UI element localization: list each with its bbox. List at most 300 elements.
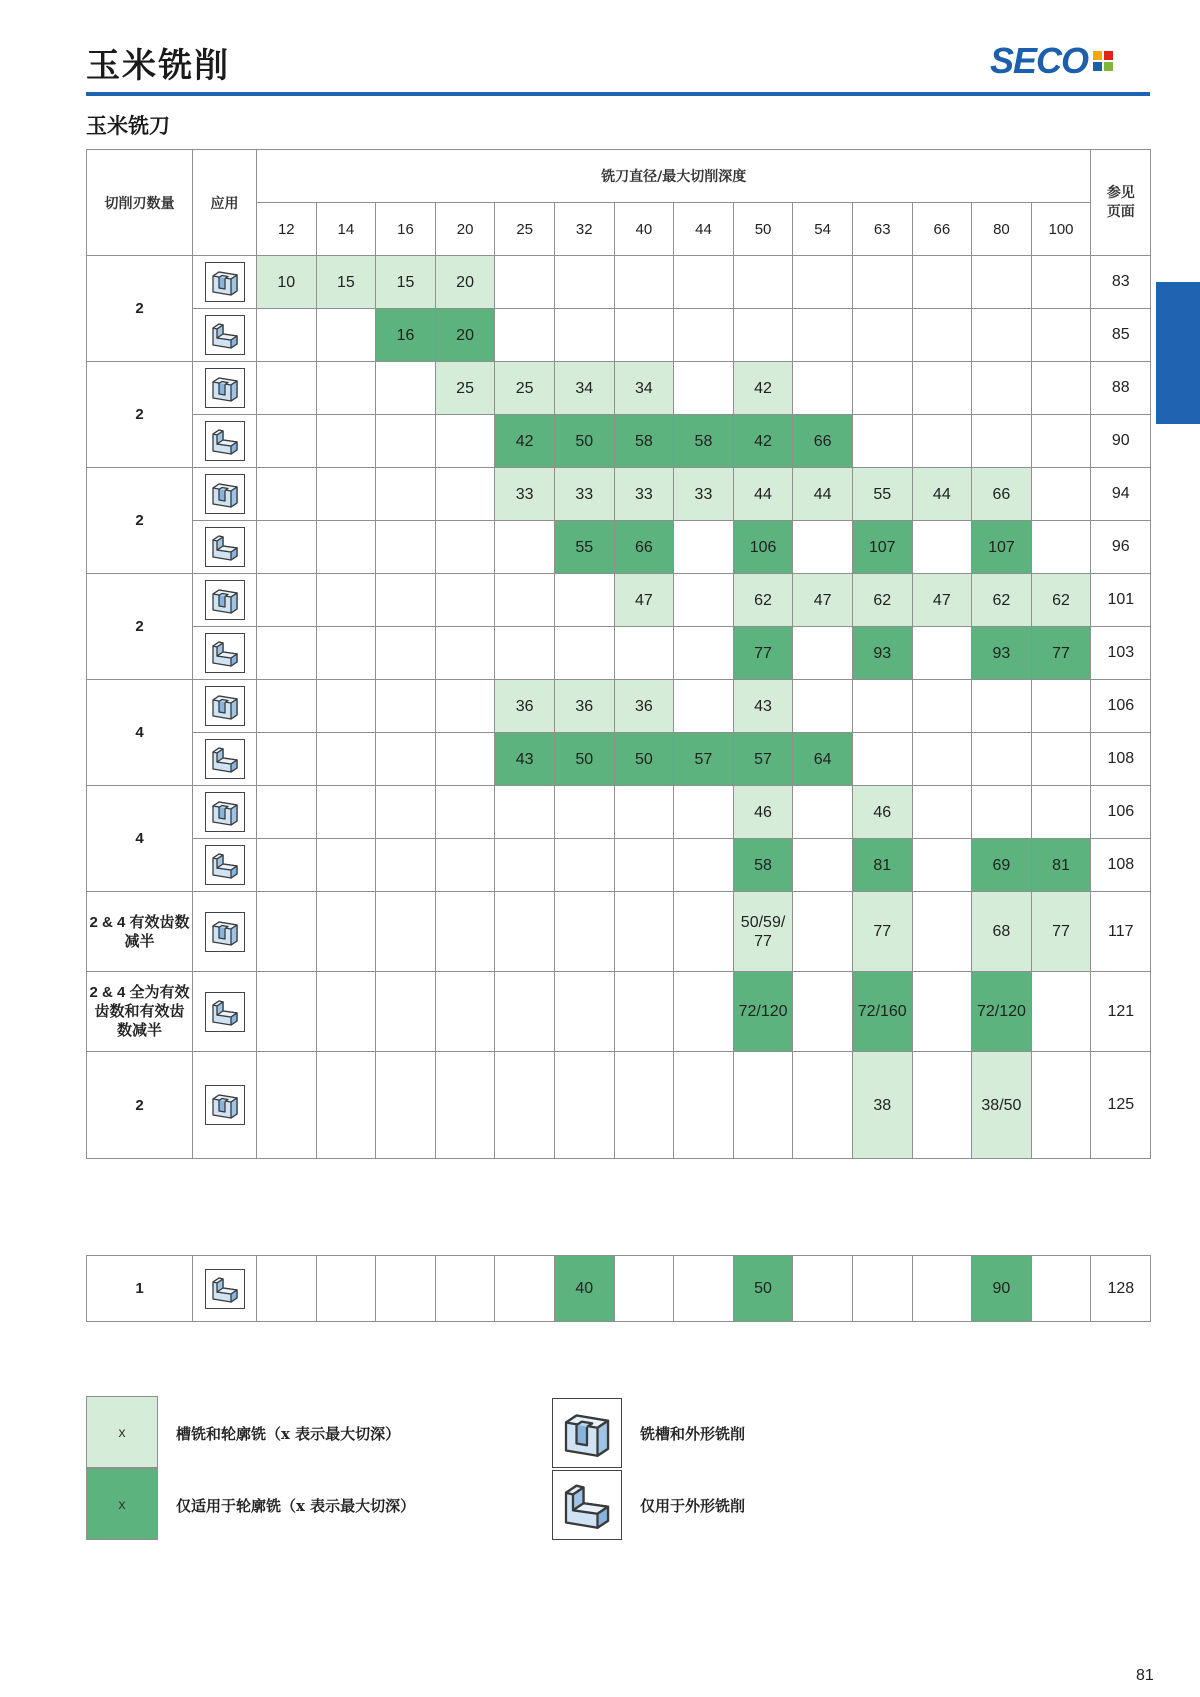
teeth-count: 2 bbox=[87, 574, 193, 680]
empty-cell bbox=[733, 309, 793, 362]
empty-cell bbox=[257, 733, 317, 786]
legend-light-swatch: x bbox=[86, 1396, 158, 1468]
reference-page: 96 bbox=[1091, 521, 1151, 574]
reference-page: 121 bbox=[1091, 972, 1151, 1052]
empty-cell bbox=[435, 786, 495, 839]
table-row bbox=[87, 680, 1151, 733]
empty-cell bbox=[554, 256, 614, 309]
empty-cell bbox=[316, 627, 376, 680]
empty-cell bbox=[852, 309, 912, 362]
empty-cell bbox=[554, 892, 614, 972]
empty-cell bbox=[793, 786, 853, 839]
depth-cell-light: 44 bbox=[793, 468, 853, 521]
diameter-header: 54 bbox=[793, 203, 853, 256]
profile-only-icon bbox=[552, 1470, 622, 1540]
depth-cell-dark: 106 bbox=[733, 521, 793, 574]
reference-page: 83 bbox=[1091, 256, 1151, 309]
depth-cell-light: 34 bbox=[554, 362, 614, 415]
reference-page: 101 bbox=[1091, 574, 1151, 627]
table-row bbox=[87, 521, 1151, 574]
table-row bbox=[87, 309, 1151, 362]
empty-cell bbox=[495, 309, 555, 362]
table-row bbox=[87, 468, 1151, 521]
table-row bbox=[87, 733, 1151, 786]
depth-cell-light: 46 bbox=[733, 786, 793, 839]
application-cell bbox=[193, 415, 257, 468]
table-row bbox=[87, 1256, 1151, 1322]
empty-cell bbox=[376, 839, 436, 892]
empty-cell bbox=[1031, 733, 1091, 786]
slot-profile-icon bbox=[205, 368, 245, 408]
section-subtitle: 玉米铣刀 bbox=[86, 113, 170, 138]
empty-cell bbox=[852, 415, 912, 468]
teeth-count: 4 bbox=[87, 786, 193, 892]
empty-cell bbox=[316, 892, 376, 972]
empty-cell bbox=[793, 839, 853, 892]
empty-cell bbox=[554, 1052, 614, 1159]
application-cell bbox=[193, 733, 257, 786]
reference-page: 103 bbox=[1091, 627, 1151, 680]
empty-cell bbox=[674, 574, 734, 627]
reference-page: 125 bbox=[1091, 1052, 1151, 1159]
empty-cell bbox=[316, 362, 376, 415]
application-cell bbox=[193, 309, 257, 362]
empty-cell bbox=[1031, 972, 1091, 1052]
empty-cell bbox=[257, 521, 317, 574]
empty-cell bbox=[674, 309, 734, 362]
diameter-header: 50 bbox=[733, 203, 793, 256]
teeth-count: 2 & 4 全为有效 齿数和有效齿 数减半 bbox=[87, 972, 193, 1052]
reference-page: 88 bbox=[1091, 362, 1151, 415]
empty-cell bbox=[912, 892, 972, 972]
empty-cell bbox=[554, 786, 614, 839]
empty-cell bbox=[912, 362, 972, 415]
depth-cell-dark: 77 bbox=[1031, 627, 1091, 680]
empty-cell bbox=[912, 1256, 972, 1322]
depth-cell-light: 36 bbox=[614, 680, 674, 733]
table-row bbox=[87, 256, 1151, 309]
empty-cell bbox=[912, 839, 972, 892]
empty-cell bbox=[435, 521, 495, 574]
empty-cell bbox=[674, 256, 734, 309]
depth-cell-dark: 43 bbox=[495, 733, 555, 786]
depth-cell-dark: 50 bbox=[614, 733, 674, 786]
empty-cell bbox=[257, 627, 317, 680]
depth-cell-light: 43 bbox=[733, 680, 793, 733]
empty-cell bbox=[614, 1052, 674, 1159]
application-cell bbox=[193, 786, 257, 839]
teeth-count: 2 bbox=[87, 468, 193, 574]
empty-cell bbox=[614, 972, 674, 1052]
depth-cell-dark: 93 bbox=[852, 627, 912, 680]
empty-cell bbox=[316, 733, 376, 786]
depth-cell-light: 36 bbox=[495, 680, 555, 733]
empty-cell bbox=[495, 256, 555, 309]
empty-cell bbox=[793, 680, 853, 733]
slot-profile-icon bbox=[205, 1085, 245, 1125]
depth-cell-light: 62 bbox=[972, 574, 1032, 627]
empty-cell bbox=[852, 680, 912, 733]
empty-cell bbox=[1031, 362, 1091, 415]
empty-cell bbox=[316, 415, 376, 468]
depth-cell-light: 50/59/ 77 bbox=[733, 892, 793, 972]
header-teeth: 切削刃数量 bbox=[87, 150, 193, 256]
empty-cell bbox=[912, 309, 972, 362]
diameter-header: 32 bbox=[554, 203, 614, 256]
empty-cell bbox=[435, 733, 495, 786]
empty-cell bbox=[1031, 256, 1091, 309]
depth-cell-dark: 58 bbox=[733, 839, 793, 892]
empty-cell bbox=[912, 521, 972, 574]
empty-cell bbox=[793, 309, 853, 362]
empty-cell bbox=[376, 733, 436, 786]
empty-cell bbox=[674, 786, 734, 839]
depth-cell-dark: 50 bbox=[733, 1256, 793, 1322]
depth-cell-light: 36 bbox=[554, 680, 614, 733]
header-rule bbox=[86, 92, 1150, 96]
empty-cell bbox=[614, 1256, 674, 1322]
empty-cell bbox=[972, 415, 1032, 468]
depth-cell-light: 68 bbox=[972, 892, 1032, 972]
empty-cell bbox=[733, 1052, 793, 1159]
reference-page: 94 bbox=[1091, 468, 1151, 521]
empty-cell bbox=[316, 309, 376, 362]
empty-cell bbox=[495, 521, 555, 574]
empty-cell bbox=[257, 362, 317, 415]
empty-cell bbox=[257, 839, 317, 892]
empty-cell bbox=[316, 680, 376, 733]
diameter-header: 20 bbox=[435, 203, 495, 256]
application-cell bbox=[193, 627, 257, 680]
empty-cell bbox=[793, 362, 853, 415]
depth-cell-dark: 50 bbox=[554, 733, 614, 786]
empty-cell bbox=[793, 892, 853, 972]
slot-profile-icon bbox=[205, 792, 245, 832]
empty-cell bbox=[674, 362, 734, 415]
teeth-count: 4 bbox=[87, 680, 193, 786]
empty-cell bbox=[674, 839, 734, 892]
empty-cell bbox=[972, 680, 1032, 733]
empty-cell bbox=[257, 1256, 317, 1322]
empty-cell bbox=[1031, 415, 1091, 468]
depth-cell-dark: 81 bbox=[1031, 839, 1091, 892]
empty-cell bbox=[674, 521, 734, 574]
table-row bbox=[87, 574, 1151, 627]
empty-cell bbox=[674, 1052, 734, 1159]
depth-cell-light: 38/50 bbox=[972, 1052, 1032, 1159]
diameter-header: 44 bbox=[674, 203, 734, 256]
slot-profile-icon bbox=[205, 912, 245, 952]
depth-cell-dark: 58 bbox=[674, 415, 734, 468]
empty-cell bbox=[912, 680, 972, 733]
header-diameter-group: 铣刀直径/最大切削深度 bbox=[257, 150, 1091, 203]
diameter-header: 100 bbox=[1031, 203, 1091, 256]
slot-profile-icon bbox=[205, 580, 245, 620]
depth-cell-light: 33 bbox=[554, 468, 614, 521]
empty-cell bbox=[793, 972, 853, 1052]
empty-cell bbox=[912, 415, 972, 468]
empty-cell bbox=[614, 627, 674, 680]
teeth-count: 1 bbox=[87, 1256, 193, 1322]
empty-cell bbox=[376, 786, 436, 839]
empty-cell bbox=[912, 627, 972, 680]
profile-only-icon bbox=[205, 315, 245, 355]
empty-cell bbox=[257, 892, 317, 972]
empty-cell bbox=[554, 839, 614, 892]
depth-cell-light: 10 bbox=[257, 256, 317, 309]
depth-cell-dark: 50 bbox=[554, 415, 614, 468]
empty-cell bbox=[912, 1052, 972, 1159]
depth-cell-light: 66 bbox=[972, 468, 1032, 521]
depth-cell-light: 47 bbox=[912, 574, 972, 627]
slot-profile-icon-svg bbox=[559, 1405, 615, 1461]
profile-only-icon bbox=[205, 527, 245, 567]
depth-cell-light: 46 bbox=[852, 786, 912, 839]
empty-cell bbox=[376, 574, 436, 627]
empty-cell bbox=[912, 733, 972, 786]
page-number: 81 bbox=[1136, 1667, 1154, 1684]
reference-page: 106 bbox=[1091, 680, 1151, 733]
depth-cell-light: 15 bbox=[376, 256, 436, 309]
empty-cell bbox=[554, 309, 614, 362]
profile-only-icon-svg bbox=[559, 1477, 615, 1533]
empty-cell bbox=[376, 521, 436, 574]
empty-cell bbox=[972, 786, 1032, 839]
depth-cell-light: 47 bbox=[614, 574, 674, 627]
application-cell bbox=[193, 256, 257, 309]
empty-cell bbox=[554, 627, 614, 680]
empty-cell bbox=[435, 574, 495, 627]
empty-cell bbox=[316, 786, 376, 839]
empty-cell bbox=[1031, 1256, 1091, 1322]
depth-cell-dark: 58 bbox=[614, 415, 674, 468]
empty-cell bbox=[912, 256, 972, 309]
application-cell bbox=[193, 521, 257, 574]
page-title: 玉米铣削 bbox=[86, 46, 230, 86]
empty-cell bbox=[1031, 680, 1091, 733]
empty-cell bbox=[257, 680, 317, 733]
diameter-header: 80 bbox=[972, 203, 1032, 256]
depth-cell-dark: 66 bbox=[793, 415, 853, 468]
depth-cell-dark: 42 bbox=[733, 415, 793, 468]
single-tooth-table bbox=[86, 1255, 1151, 1322]
empty-cell bbox=[376, 680, 436, 733]
diameter-header: 66 bbox=[912, 203, 972, 256]
profile-only-icon bbox=[205, 992, 245, 1032]
application-cell bbox=[193, 972, 257, 1052]
empty-cell bbox=[1031, 468, 1091, 521]
reference-page: 90 bbox=[1091, 415, 1151, 468]
empty-cell bbox=[316, 521, 376, 574]
empty-cell bbox=[852, 733, 912, 786]
empty-cell bbox=[1031, 786, 1091, 839]
depth-cell-light: 47 bbox=[793, 574, 853, 627]
teeth-count: 2 bbox=[87, 362, 193, 468]
empty-cell bbox=[435, 839, 495, 892]
empty-cell bbox=[257, 786, 317, 839]
depth-cell-dark: 55 bbox=[554, 521, 614, 574]
empty-cell bbox=[793, 1256, 853, 1322]
empty-cell bbox=[316, 1052, 376, 1159]
legend-dark-label: 仅适用于轮廓铣（x 表示最大切深） bbox=[176, 1497, 416, 1515]
empty-cell bbox=[257, 468, 317, 521]
empty-cell bbox=[614, 786, 674, 839]
diameter-header: 63 bbox=[852, 203, 912, 256]
depth-cell-light: 62 bbox=[733, 574, 793, 627]
empty-cell bbox=[674, 972, 734, 1052]
application-cell bbox=[193, 839, 257, 892]
depth-cell-light: 77 bbox=[1031, 892, 1091, 972]
empty-cell bbox=[733, 256, 793, 309]
depth-cell-light: 33 bbox=[674, 468, 734, 521]
depth-cell-light: 34 bbox=[614, 362, 674, 415]
empty-cell bbox=[316, 574, 376, 627]
empty-cell bbox=[495, 1052, 555, 1159]
teeth-count: 2 bbox=[87, 256, 193, 362]
profile-only-icon bbox=[205, 421, 245, 461]
empty-cell bbox=[257, 415, 317, 468]
empty-cell bbox=[495, 1256, 555, 1322]
empty-cell bbox=[793, 256, 853, 309]
empty-cell bbox=[376, 415, 436, 468]
empty-cell bbox=[972, 256, 1032, 309]
empty-cell bbox=[793, 1052, 853, 1159]
empty-cell bbox=[972, 733, 1032, 786]
table-row bbox=[87, 415, 1151, 468]
profile-only-icon bbox=[205, 633, 245, 673]
teeth-count: 2 bbox=[87, 1052, 193, 1159]
empty-cell bbox=[435, 415, 495, 468]
depth-cell-light: 20 bbox=[435, 256, 495, 309]
empty-cell bbox=[554, 574, 614, 627]
logo-text: SECO bbox=[990, 40, 1089, 81]
empty-cell bbox=[495, 892, 555, 972]
depth-cell-light: 42 bbox=[733, 362, 793, 415]
empty-cell bbox=[435, 1256, 495, 1322]
empty-cell bbox=[257, 309, 317, 362]
reference-page: 85 bbox=[1091, 309, 1151, 362]
slot-profile-icon bbox=[205, 686, 245, 726]
depth-cell-dark: 93 bbox=[972, 627, 1032, 680]
empty-cell bbox=[852, 1256, 912, 1322]
slot-profile-icon bbox=[552, 1398, 622, 1468]
logo-mark-icon bbox=[1093, 51, 1113, 71]
empty-cell bbox=[435, 680, 495, 733]
empty-cell bbox=[495, 972, 555, 1052]
application-cell bbox=[193, 362, 257, 415]
depth-cell-dark: 107 bbox=[972, 521, 1032, 574]
slot-profile-icon bbox=[205, 262, 245, 302]
depth-cell-dark: 57 bbox=[733, 733, 793, 786]
application-cell bbox=[193, 892, 257, 972]
empty-cell bbox=[614, 892, 674, 972]
seco-logo bbox=[990, 40, 1148, 81]
depth-cell-light: 62 bbox=[852, 574, 912, 627]
empty-cell bbox=[554, 972, 614, 1052]
diameter-header: 14 bbox=[316, 203, 376, 256]
diameter-header: 40 bbox=[614, 203, 674, 256]
table-row bbox=[87, 362, 1151, 415]
table-row bbox=[87, 972, 1151, 1052]
profile-only-icon bbox=[205, 1269, 245, 1309]
empty-cell bbox=[376, 972, 436, 1052]
empty-cell bbox=[435, 972, 495, 1052]
empty-cell bbox=[614, 256, 674, 309]
profile-only-icon bbox=[205, 845, 245, 885]
depth-cell-dark: 40 bbox=[554, 1256, 614, 1322]
depth-cell-dark: 57 bbox=[674, 733, 734, 786]
empty-cell bbox=[912, 972, 972, 1052]
empty-cell bbox=[376, 892, 436, 972]
legend-profile-label: 仅用于外形铣削 bbox=[640, 1497, 746, 1515]
application-cell bbox=[193, 574, 257, 627]
diameter-header: 12 bbox=[257, 203, 317, 256]
depth-cell-light: 33 bbox=[495, 468, 555, 521]
empty-cell bbox=[435, 468, 495, 521]
depth-cell-dark: 90 bbox=[972, 1256, 1032, 1322]
depth-cell-dark: 107 bbox=[852, 521, 912, 574]
profile-only-icon bbox=[205, 739, 245, 779]
empty-cell bbox=[316, 972, 376, 1052]
cutter-table bbox=[86, 149, 1151, 1159]
depth-cell-light: 25 bbox=[435, 362, 495, 415]
depth-cell-light: 44 bbox=[912, 468, 972, 521]
table-row bbox=[87, 839, 1151, 892]
empty-cell bbox=[257, 574, 317, 627]
depth-cell-light: 15 bbox=[316, 256, 376, 309]
table-row bbox=[87, 1052, 1151, 1159]
depth-cell-light: 33 bbox=[614, 468, 674, 521]
teeth-count: 2 & 4 有效齿数 减半 bbox=[87, 892, 193, 972]
depth-cell-light: 77 bbox=[852, 892, 912, 972]
empty-cell bbox=[376, 627, 436, 680]
application-cell bbox=[193, 1256, 257, 1322]
empty-cell bbox=[1031, 521, 1091, 574]
legend-dark-swatch: x bbox=[86, 1468, 158, 1540]
empty-cell bbox=[316, 839, 376, 892]
empty-cell bbox=[852, 362, 912, 415]
empty-cell bbox=[614, 839, 674, 892]
depth-cell-light: 62 bbox=[1031, 574, 1091, 627]
depth-cell-dark: 77 bbox=[733, 627, 793, 680]
empty-cell bbox=[495, 574, 555, 627]
reference-page: 106 bbox=[1091, 786, 1151, 839]
depth-cell-dark: 69 bbox=[972, 839, 1032, 892]
reference-page: 128 bbox=[1091, 1256, 1151, 1322]
depth-cell-dark: 20 bbox=[435, 309, 495, 362]
empty-cell bbox=[495, 627, 555, 680]
empty-cell bbox=[257, 1052, 317, 1159]
legend-light-label: 槽铣和轮廓铣（x 表示最大切深） bbox=[176, 1425, 401, 1443]
empty-cell bbox=[674, 627, 734, 680]
empty-cell bbox=[316, 1256, 376, 1322]
empty-cell bbox=[852, 256, 912, 309]
empty-cell bbox=[435, 1052, 495, 1159]
depth-cell-dark: 42 bbox=[495, 415, 555, 468]
empty-cell bbox=[376, 1052, 436, 1159]
slot-profile-icon bbox=[205, 474, 245, 514]
depth-cell-dark: 81 bbox=[852, 839, 912, 892]
depth-cell-light: 38 bbox=[852, 1052, 912, 1159]
empty-cell bbox=[435, 627, 495, 680]
depth-cell-dark: 64 bbox=[793, 733, 853, 786]
empty-cell bbox=[793, 627, 853, 680]
empty-cell bbox=[912, 786, 972, 839]
empty-cell bbox=[376, 1256, 436, 1322]
depth-cell-dark: 66 bbox=[614, 521, 674, 574]
application-cell bbox=[193, 468, 257, 521]
reference-page: 108 bbox=[1091, 733, 1151, 786]
